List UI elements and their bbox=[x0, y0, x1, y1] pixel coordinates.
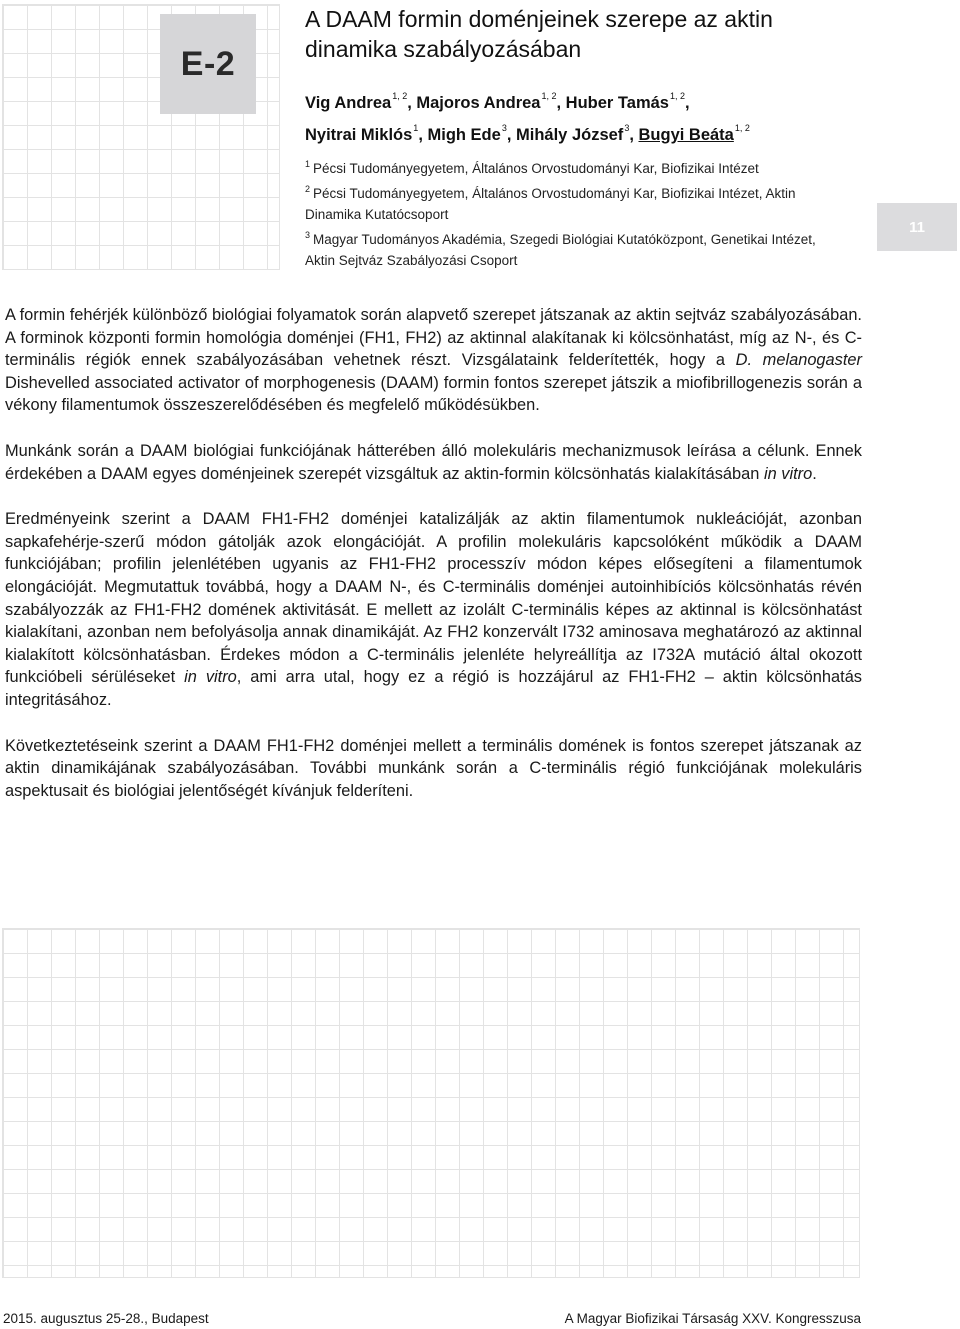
author-list bbox=[305, 84, 845, 148]
affiliations bbox=[305, 154, 845, 271]
author-3: Huber Tamás$^{1, 2}$, bbox=[565, 91, 690, 112]
footer-congress: A Magyar Biofizikai Társaság XXV. Kongresszusa bbox=[564, 1311, 861, 1326]
affiliation-2: $^2$ Pécsi Tudományegyetem, Általános Orvostudományi Kar, Biofizikai Intézet, Aktin Dinamika Kutatócsoport bbox=[305, 184, 796, 222]
author-2: Majoros Andrea$^{1, 2}$, bbox=[416, 91, 566, 112]
author-6: Mihály József$^3$, bbox=[516, 123, 639, 144]
abstract-body bbox=[5, 304, 862, 825]
paragraph-1: A formin fehérjék különböző biológiai folyamatok során alapvető szerepet játszanak az aktin sejtváz szabályozásában. A forminok központi formin homológia doménjei (FH1, FH2) az aktinnal alakítanak ki kölcsönhatást, míg az N-, és C-terminális régiók ennek szabályozásában vehetnek részt. Vizsgálataink felderítették, hogy a D. melanogaster Dishevelled associated activator of morphogenesis (DAAM) formin fontos szerepet játszik a miofibrillogenezis során a vékony filamentumok összeszerelődésében és megfelelő működésükben. bbox=[5, 306, 862, 415]
session-code-badge bbox=[160, 14, 256, 114]
author-7-presenter: Bugyi Beáta$^{1, 2}$ bbox=[638, 123, 750, 144]
author-4: Nyitrai Miklós$^1$, bbox=[305, 123, 428, 144]
abstract-header bbox=[305, 4, 845, 271]
paragraph-4: Következtetéseink szerint a DAAM FH1-FH2 doménjei mellett a terminális domének is fontos szerepet játszanak az aktin dinamikájának szabályozásában. További munkánk során a C-terminális régió funkciójának molekuláris aspektusait és biológiai jelentőségét kívánjuk felderíteni. bbox=[5, 736, 862, 800]
affiliation-1: $^1$ Pécsi Tudományegyetem, Általános Orvostudományi Kar, Biofizikai Intézet bbox=[305, 159, 759, 176]
author-5: Migh Ede$^3$, bbox=[427, 123, 517, 144]
abstract-title: A DAAM formin doménjeinek szerepe az aktin dinamika szabályozásában bbox=[305, 6, 773, 62]
author-1: Vig Andrea$^{1, 2}$, bbox=[305, 91, 417, 112]
page-number: 11 bbox=[909, 218, 925, 236]
notes-grid-bottom bbox=[2, 928, 860, 1278]
affiliation-3: $^3$ Magyar Tudományos Akadémia, Szegedi Biológiai Kutatóközpont, Genetikai Intézet, Aktin Sejtváz Szabályozási Csoport bbox=[305, 230, 816, 268]
session-code: E-2 bbox=[180, 44, 236, 83]
paragraph-2: Munkánk során a DAAM biológiai funkciójának hátterében álló molekuláris mechanizmusok leírása a célunk. Ennek érdekében a DAAM egyes doménjeinek szerepét vizsgáltuk az aktin-formin kölcsönhatás kialakításában in vitro. bbox=[5, 441, 862, 483]
paragraph-3: Eredményeink szerint a DAAM FH1-FH2 doménjei katalizálják az aktin filamentumok nukleációját, azonban sapkafehérje-szerű módon gátolják azok elongációját. A profilin molekuláris kapcsolóként működik a DAAM funkciójában; profilin jelenlétében ugyanis az FH1-FH2 processzív módon képes elősegíteni a filamentumok elongációját. Megmutattuk továbbá, hogy a DAAM N-, és C-terminális doménjei autoinhibíciós kölcsönhatás révén szabályozzák az FH1-FH2 domének aktivitását. E mellett az izolált C-terminális képes az aktinnal is kölcsönhatást kialakítani, azonban nem befolyásolja annak dinamikáját. Az FH2 konzervált I732 aminosava meghatározó az aktinnal kialakított kölcsönhatásban. Érdekes módon a C-terminális jelenléte helyreállítja az I732A mutáció által okozott funkcióbeli sérüléseket in vitro, ami arra utal, hogy ez a régió is hozzájárul az FH1-FH2 – aktin kölcsönhatás integritásához. bbox=[5, 510, 863, 709]
page-number-badge bbox=[877, 203, 957, 251]
footer-date-location: 2015. augusztus 25-28., Budapest bbox=[3, 1311, 209, 1326]
